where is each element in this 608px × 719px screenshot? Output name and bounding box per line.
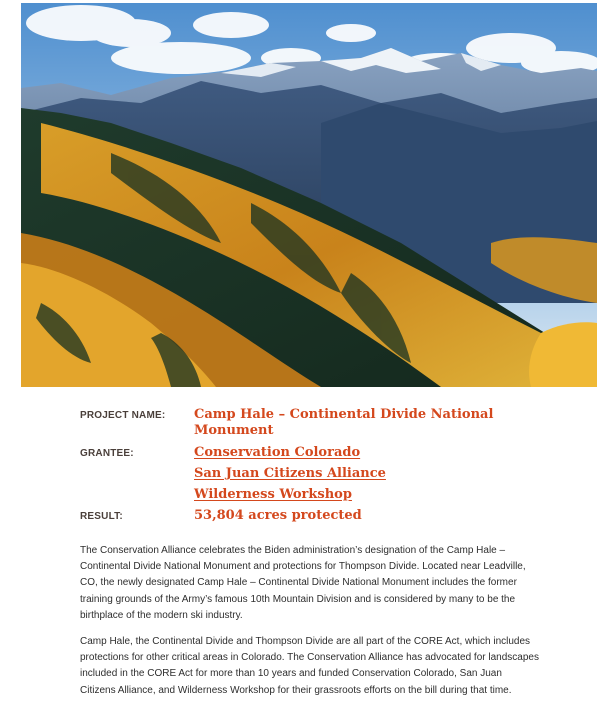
grantee-link-san-juan-citizens-alliance[interactable]: San Juan Citizens Alliance bbox=[194, 466, 386, 481]
grantee-link-wilderness-workshop[interactable]: Wilderness Workshop bbox=[194, 487, 352, 502]
grantee-link-conservation-colorado[interactable]: Conservation Colorado bbox=[194, 445, 361, 460]
project-name-value: Camp Hale – Continental Divide National Monument bbox=[194, 407, 494, 438]
project-details bbox=[80, 407, 550, 524]
paragraph: The Conservation Alliance celebrates the Biden administration’s designation of the Camp Hale – Continental Divide National Monument and protections for Thompson Divide. Located near Leadville, CO, the newly designated Camp Hale – Continental Divide National Monument includes the former training grounds of the Army’s famous 10th Mountain Division and is considered by many to be the birthplace of the modern ski industry. bbox=[80, 545, 526, 621]
result-label: RESULT: bbox=[80, 511, 123, 522]
mountain-landscape-image bbox=[21, 3, 597, 387]
hero-image bbox=[21, 3, 597, 387]
paragraph: Camp Hale, the Continental Divide and Thompson Divide are all part of the CORE Act, which includes protections for other critical areas in Colorado. The Conservation Alliance has advocated for landscapes included in the CORE Act for more than 10 years and funded Conservation Colorado, San Juan Citizens Alliance, and Wilderness Workshop for their grassroots efforts on the bill during that time. bbox=[80, 636, 539, 696]
grantee-row bbox=[80, 445, 550, 508]
result-value: 53,804 acres protected bbox=[194, 508, 362, 523]
project-name-row bbox=[80, 407, 550, 439]
project-name-label: PROJECT NAME: bbox=[80, 410, 166, 421]
grantee-label: GRANTEE: bbox=[80, 448, 134, 459]
grantee-links bbox=[194, 445, 550, 508]
article-body bbox=[80, 543, 540, 709]
result-row bbox=[80, 508, 550, 524]
